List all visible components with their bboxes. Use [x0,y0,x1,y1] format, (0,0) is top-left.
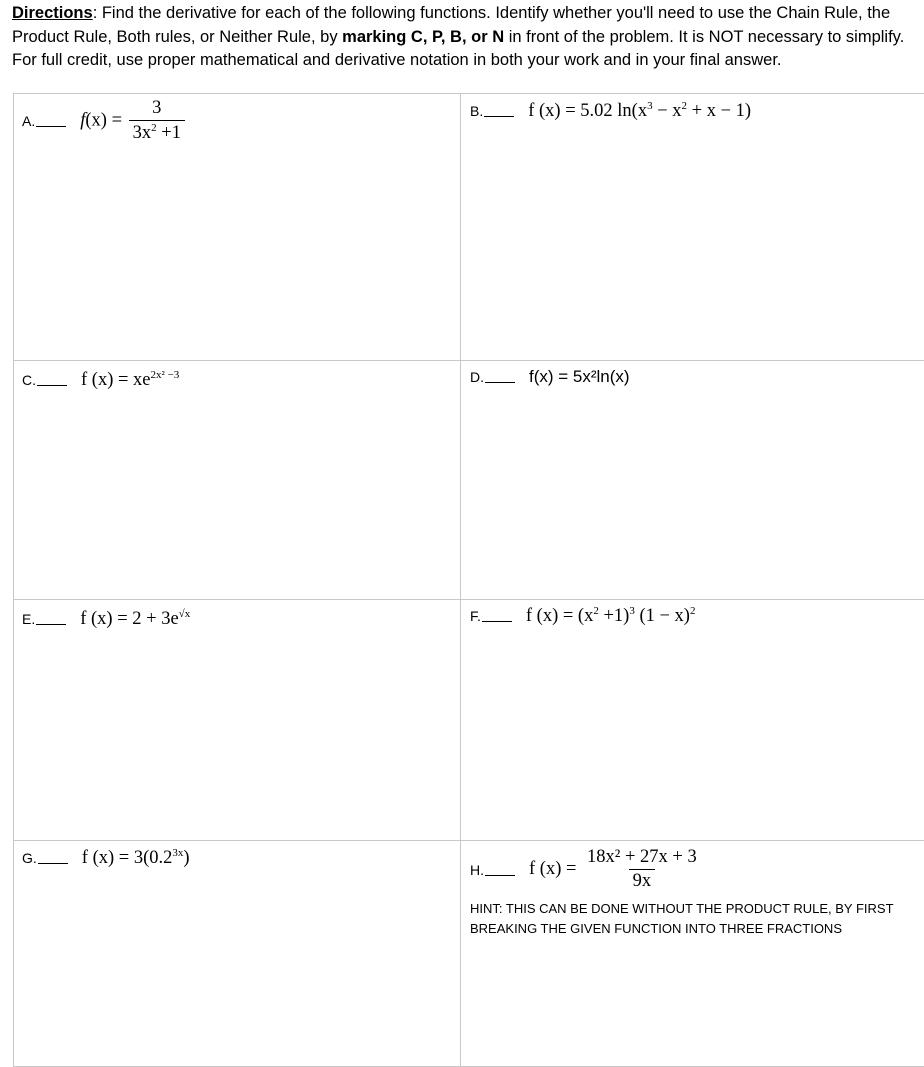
problem-b [470,100,751,122]
problem-b-expression: f (x) = 5.02 $\ln(x^3 - x^2 + x - 1)$ [528,100,752,122]
problem-d-label: D. [470,369,484,385]
problem-e-label: E. [22,611,36,628]
problem-cell-a [14,94,461,361]
problem-c-expression: f $(x) = xe^{2x^2 -3}$ [81,369,180,391]
problem-h-label: H. [470,861,484,878]
problem-a [22,98,185,144]
directions-paragraph [12,2,912,73]
directions-lead: Directions [12,4,93,22]
problem-f-expression: f $(x) = (x^2 +1)^3$ $(1 - x)^2$ [525,605,696,627]
directions-bold: marking C, P, B, or N [342,27,505,46]
answer-blank-h[interactable] [485,874,515,876]
problem-c [22,369,179,391]
problem-cell-e [14,600,461,841]
problem-cell-d [461,361,924,600]
problem-cell-g [14,841,461,1067]
problem-h-hint: HINT: THIS CAN BE DONE WITHOUT THE PRODUCT RULE, BY FIRST BREAKING THE GIVEN FUNCTION INTO THREE FRACTIONS [470,901,894,936]
problem-f [470,605,695,627]
problem-f-label: F. [470,608,481,625]
problem-cell-c [14,361,461,600]
problem-a-fraction: $\frac{3}{3x^2 +1}$ [129,98,185,144]
directions-text-2: in front of the problem. It is NOT necessary to simplify. For full credit, use proper mathematical and derivative notation in both your work and in your final answer. [12,27,905,69]
problem-e-expression: f $(x) = 2 + 3e^{√x}$ [80,608,191,630]
answer-blank-b[interactable] [484,115,514,117]
problem-g-expression: f $(x) = 3(0.2^{3x})$ [81,847,190,869]
problem-g-label: G. [22,850,37,867]
problem-g [22,847,190,869]
problem-cell-f [461,600,924,841]
problem-d-expression: f(x) = 5x²ln(x) [529,367,630,386]
answer-blank-f[interactable] [482,620,512,622]
problem-a-expression: f(x) = $\frac{3}{3x^2 +1}$ [80,98,185,144]
problem-b-label: B. [470,103,484,120]
problem-cell-h [461,841,924,1067]
answer-blank-e[interactable] [36,623,66,625]
problem-d [470,367,630,387]
problem-h-fraction: $\frac{\text{18x² + 27x + 3}}{9x}$ [587,847,697,891]
answer-blank-g[interactable] [38,862,68,864]
problem-c-label: C. [22,372,36,389]
directions-text-1: : Find the derivative for each of the following functions. Identify whether you'll need to use the Chain Rule, the Product Rule, Both rules, or Neither Rule, by [12,4,891,46]
answer-blank-c[interactable] [37,384,67,386]
problem-e [22,608,190,630]
problem-grid [13,93,924,1067]
problem-h-expression: f (x) = $\frac{\text{18x² + 27x + 3}}{9x}$ [529,847,701,892]
problem-h [470,847,701,892]
problem-cell-b [461,94,924,361]
answer-blank-a[interactable] [36,125,66,127]
problem-a-label: A. [22,113,36,130]
answer-blank-d[interactable] [485,381,515,383]
